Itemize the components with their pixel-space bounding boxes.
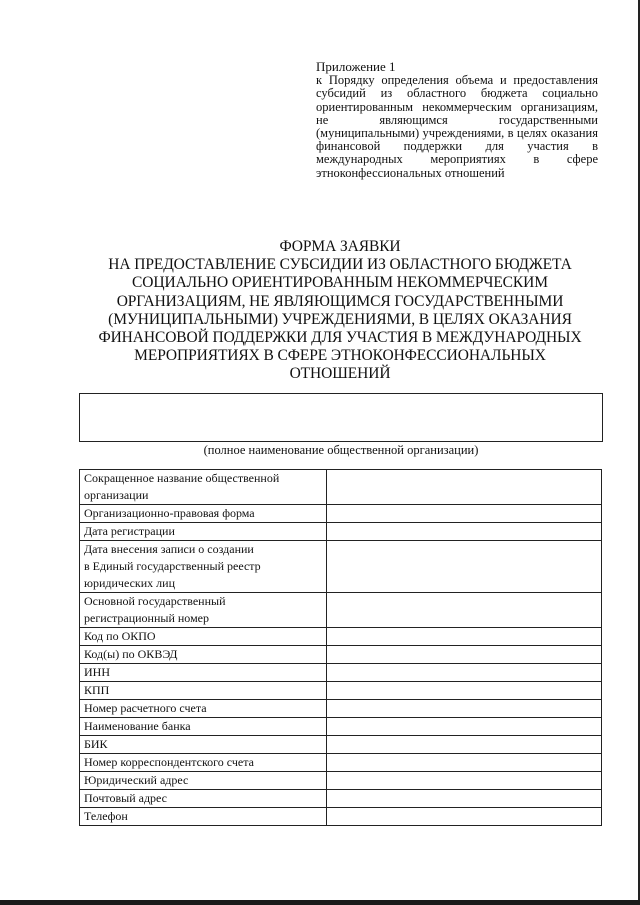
field-value-phone[interactable] [327, 808, 602, 826]
appendix-note [316, 60, 598, 180]
table-row [80, 505, 602, 523]
field-label-inn: ИНН [80, 664, 327, 682]
form-title-line: МЕРОПРИЯТИЯХ В СФЕРЕ ЭТНОКОНФЕССИОНАЛЬНЫХ [134, 347, 546, 365]
form-title-line: НА ПРЕДОСТАВЛЕНИЕ СУБСИДИИ ИЗ ОБЛАСТНОГО БЮДЖЕТА [108, 256, 572, 274]
appendix-title: Приложение 1 [316, 59, 396, 74]
field-value-short-name[interactable] [327, 470, 602, 505]
field-value-okved[interactable] [327, 646, 602, 664]
field-label-short-name: Сокращенное название общественной организации [80, 470, 327, 505]
table-row [80, 664, 602, 682]
table-row [80, 790, 602, 808]
field-value-ogrn[interactable] [327, 593, 602, 628]
table-row [80, 593, 602, 628]
field-value-postal-address[interactable] [327, 790, 602, 808]
field-value-egrul-entry-date[interactable] [327, 541, 602, 593]
field-value-inn[interactable] [327, 664, 602, 682]
appendix-body: к Порядку определения объема и предоставления субсидий из областного бюджета социально ориентированным некоммерческим организациям, не являющимся государственными (муниципальными) учреждениями, в целях оказания финансовой поддержки для участия в международных мероприятиях в сфере этноконфессиональных отношений [316, 73, 598, 180]
table-row [80, 682, 602, 700]
field-label-kpp: КПП [80, 682, 327, 700]
field-label-okved: Код(ы) по ОКВЭД [80, 646, 327, 664]
field-label-bik: БИК [80, 736, 327, 754]
table-row [80, 700, 602, 718]
field-label-registration-date: Дата регистрации [80, 523, 327, 541]
table-row [80, 523, 602, 541]
table-row [80, 718, 602, 736]
table-row [80, 736, 602, 754]
field-value-settlement-account[interactable] [327, 700, 602, 718]
form-title-line: СОЦИАЛЬНО ОРИЕНТИРОВАННЫМ НЕКОММЕРЧЕСКИМ [132, 274, 548, 292]
field-label-correspondent-account: Номер корреспондентского счета [80, 754, 327, 772]
field-value-bank-name[interactable] [327, 718, 602, 736]
form-title-line: ОРГАНИЗАЦИЯМ, НЕ ЯВЛЯЮЩИМСЯ ГОСУДАРСТВЕННЫМИ [116, 292, 564, 310]
field-label-okpo: Код по ОКПО [80, 628, 327, 646]
field-value-kpp[interactable] [327, 682, 602, 700]
field-label-legal-form: Организационно-правовая форма [80, 505, 327, 523]
field-label-ogrn: Основной государственный регистрационный номер [80, 593, 327, 628]
field-value-correspondent-account[interactable] [327, 754, 602, 772]
org-full-name-caption: (полное наименование общественной организации) [203, 443, 479, 457]
table-row [80, 541, 602, 593]
field-label-egrul-entry-date: Дата внесения записи о создании в Единый государственный реестр юридических лиц [80, 541, 327, 593]
field-value-bik[interactable] [327, 736, 602, 754]
organization-details-table [79, 469, 602, 826]
form-title-line: ФИНАНСОВОЙ ПОДДЕРЖКИ ДЛЯ УЧАСТИЯ В МЕЖДУНАРОДНЫХ [98, 329, 582, 347]
org-full-name-field[interactable] [79, 393, 603, 442]
form-title-line: (МУНИЦИПАЛЬНЫМИ) УЧРЕЖДЕНИЯМИ, В ЦЕЛЯХ ОКАЗАНИЯ [108, 310, 572, 328]
field-value-legal-form[interactable] [327, 505, 602, 523]
form-title [70, 238, 610, 384]
field-label-legal-address: Юридический адрес [80, 772, 327, 790]
field-label-settlement-account: Номер расчетного счета [80, 700, 327, 718]
field-value-okpo[interactable] [327, 628, 602, 646]
table-row [80, 754, 602, 772]
table-row [80, 808, 602, 826]
field-label-bank-name: Наименование банка [80, 718, 327, 736]
table-row [80, 470, 602, 505]
field-value-registration-date[interactable] [327, 523, 602, 541]
field-label-postal-address: Почтовый адрес [80, 790, 327, 808]
table-row [80, 628, 602, 646]
form-title-line: ОТНОШЕНИЙ [289, 365, 391, 383]
form-title-line: ФОРМА ЗАЯВКИ [279, 238, 401, 255]
field-label-phone: Телефон [80, 808, 327, 826]
table-row [80, 646, 602, 664]
field-value-legal-address[interactable] [327, 772, 602, 790]
table-row [80, 772, 602, 790]
scan-edge-bottom [0, 900, 640, 905]
